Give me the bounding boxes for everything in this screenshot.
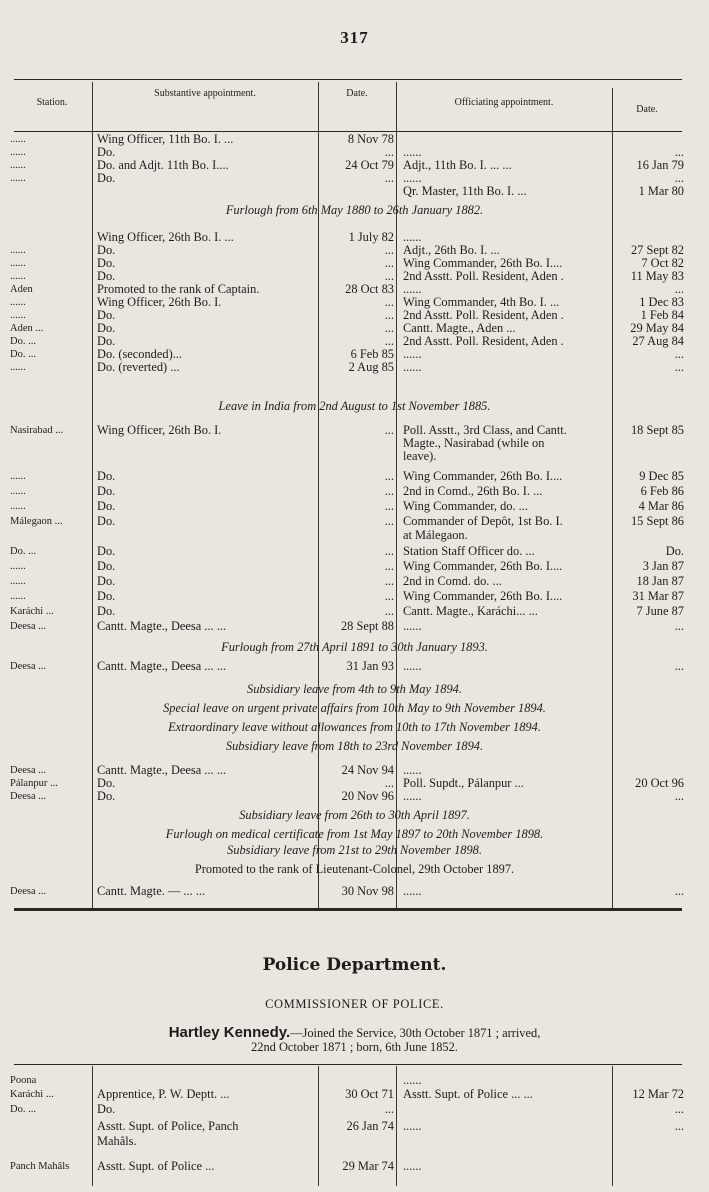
table-row <box>0 500 709 513</box>
header-station: Station. <box>36 97 68 108</box>
cell-station: Nasirabad ... <box>10 425 64 436</box>
table-row <box>0 515 709 528</box>
cell-date: 31 Mar 87 <box>632 589 684 603</box>
cell-station: Do. ... <box>10 1104 36 1115</box>
header-officiating: Officiating appointment. <box>454 97 554 108</box>
cell-date: ... <box>384 423 394 437</box>
header-date-1: Date. <box>346 88 368 99</box>
cell-station: ...... <box>10 591 26 602</box>
cell-substantive: Do. <box>97 559 116 573</box>
leave-note: Furlough on medical certificate from 1st May 1897 to 20th November 1898. <box>165 827 544 841</box>
cell-officiating: Asstt. Supt. of Police ... ... <box>403 1087 533 1101</box>
cell-date: ... <box>384 334 394 348</box>
cell-date: 29 Mar 74 <box>342 1159 394 1173</box>
cell-date: ... <box>384 776 394 790</box>
cell-officiating: Wing Commander, do. ... <box>403 499 528 513</box>
header-date-2: Date. <box>636 104 658 115</box>
cell-officiating: ...... <box>403 763 422 777</box>
leave-note: Subsidiary leave from 26th to 30th April 1897. <box>239 808 470 822</box>
cell-date: ... <box>384 469 394 483</box>
cell-station: Deesa ... <box>10 791 47 802</box>
cell-substantive: Do. <box>97 574 116 588</box>
cell-substantive: Wing Officer, 11th Bo. I. ... <box>97 132 234 146</box>
officer-line <box>0 1024 709 1041</box>
table-row <box>0 424 709 437</box>
cell-date: 16 Jan 79 <box>636 158 684 172</box>
table-row <box>0 560 709 573</box>
cell-station: Deesa ... <box>10 661 47 672</box>
table-row <box>0 172 709 185</box>
cell-substantive: Do. <box>97 308 116 322</box>
cell-date: 30 Nov 98 <box>341 884 394 898</box>
header-substantive: Substantive appointment. <box>154 88 256 99</box>
table-row <box>0 361 709 374</box>
table-row <box>0 590 709 603</box>
cell-date: ... <box>384 269 394 283</box>
cell-station: ...... <box>10 160 26 171</box>
cell-officiating: Wing Commander, 26th Bo. I.... <box>403 256 563 270</box>
table-row <box>0 1088 709 1101</box>
cell-substantive: Asstt. Supt. of Police ... <box>97 1159 215 1173</box>
table-row <box>0 185 709 198</box>
cell-substantive: Do. (seconded)... <box>97 347 182 361</box>
cell-officiating: Poll. Supdt., Pálanpur ... <box>403 776 524 790</box>
cell-date: ... <box>384 1102 394 1116</box>
cell-officiating: ...... <box>403 347 422 361</box>
leave-note: Leave in India from 2nd August to 1st November 1885. <box>218 399 491 413</box>
cell-date: 24 Oct 79 <box>345 158 394 172</box>
cell-station: ...... <box>10 173 26 184</box>
cell-station: Pálanpur ... <box>10 778 58 789</box>
cell-date: ... <box>384 544 394 558</box>
cell-station: ...... <box>10 147 26 158</box>
cell-station: Poona <box>10 1075 37 1086</box>
cell-substantive: Do. <box>97 1102 116 1116</box>
table-row <box>0 1103 709 1116</box>
cell-date: 11 May 83 <box>630 269 684 283</box>
cell-date: ... <box>384 321 394 335</box>
table-row <box>0 885 709 898</box>
cell-date: 18 Jan 87 <box>636 574 684 588</box>
cell-date: ... <box>384 589 394 603</box>
department-heading: Police Department. <box>262 955 447 975</box>
cell-substantive: Do. <box>97 145 116 159</box>
cell-date: 1 July 82 <box>348 230 394 244</box>
cell-date: 31 Jan 93 <box>346 659 394 673</box>
cell-date: 7 June 87 <box>636 604 684 618</box>
cell-station: Do. ... <box>10 349 36 360</box>
cell-station: Aden ... <box>10 323 44 334</box>
cell-date: 1 Feb 84 <box>640 308 684 322</box>
cell-station: ...... <box>10 134 26 145</box>
cell-substantive: Promoted to the rank of Captain. <box>97 282 260 296</box>
cell-substantive: Cantt. Magte., Deesa ... ... <box>97 619 227 633</box>
cell-officiating: ...... <box>403 659 422 673</box>
cell-date: 28 Oct 83 <box>345 282 394 296</box>
table-row <box>0 1160 709 1173</box>
cell-substantive: Do. <box>97 514 116 528</box>
table-row <box>0 450 709 463</box>
leave-note: Furlough from 6th May 1880 to 26th January 1882. <box>225 203 484 217</box>
officer-name: Hartley Kennedy. <box>168 1024 291 1041</box>
cell-date: ... <box>384 559 394 573</box>
cell-date: ... <box>674 1102 684 1116</box>
cell-officiating: Wing Commander, 26th Bo. I.... <box>403 469 563 483</box>
cell-officiating: ...... <box>403 884 422 898</box>
cell-officiating: Adjt., 26th Bo. I. ... <box>403 243 500 257</box>
cell-date: ... <box>674 145 684 159</box>
cell-date: ... <box>384 171 394 185</box>
cell-officiating: Cantt. Magte., Karáchi... ... <box>403 604 538 618</box>
cell-date: 9 Dec 85 <box>639 469 684 483</box>
cell-date: ... <box>674 619 684 633</box>
cell-date: 27 Sept 82 <box>630 243 684 257</box>
cell-date: ... <box>674 171 684 185</box>
cell-officiating: ...... <box>403 1159 422 1173</box>
cell-date: 8 Nov 78 <box>347 132 394 146</box>
cell-date: 27 Aug 84 <box>632 334 684 348</box>
leave-note: Subsidiary leave from 21st to 29th November 1898. <box>227 843 482 857</box>
cell-station: ...... <box>10 561 26 572</box>
leave-note: Subsidiary leave from 18th to 23rd November 1894. <box>225 739 484 753</box>
cell-officiating: Station Staff Officer do. ... <box>403 544 535 558</box>
table-row <box>0 605 709 618</box>
leave-note: Subsidiary leave from 4th to 9th May 1894. <box>247 682 462 696</box>
cell-date: 28 Sept 88 <box>340 619 394 633</box>
cell-station: Deesa ... <box>10 886 47 897</box>
section-end-rule <box>14 908 682 911</box>
leave-note: Extraordinary leave without allowances from 10th to 17th November 1894. <box>168 720 541 734</box>
cell-officiating: ...... <box>403 1119 422 1133</box>
table-row <box>0 437 709 450</box>
cell-date: ... <box>384 295 394 309</box>
cell-substantive: Apprentice, P. W. Deptt. ... <box>97 1087 230 1101</box>
officer-details-continued: 22nd October 1871 ; born, 6th June 1852. <box>251 1040 458 1054</box>
cell-substantive: Do. <box>97 484 116 498</box>
cell-officiating: ...... <box>403 619 422 633</box>
cell-substantive: Cantt. Magte. — ... ... <box>97 884 206 898</box>
table-row <box>0 470 709 483</box>
cell-substantive: Do. <box>97 469 116 483</box>
table-row <box>0 790 709 803</box>
cell-substantive: Wing Officer, 26th Bo. I. <box>97 295 222 309</box>
cell-station: Deesa ... <box>10 765 47 776</box>
cell-substantive: Do. <box>97 589 116 603</box>
cell-date: ... <box>384 499 394 513</box>
cell-station: ...... <box>10 258 26 269</box>
cell-date: ... <box>674 884 684 898</box>
cell-substantive: Do. <box>97 171 116 185</box>
table-row <box>0 1135 709 1148</box>
cell-officiating: ...... <box>403 1073 422 1087</box>
cell-officiating: Commander of Depôt, 1st Bo. I. <box>403 514 563 528</box>
cell-date: 26 Jan 74 <box>346 1119 394 1133</box>
cell-date: ... <box>674 347 684 361</box>
cell-substantive: Do. <box>97 243 116 257</box>
cell-date: ... <box>384 574 394 588</box>
cell-substantive: Cantt. Magte., Deesa ... ... <box>97 763 227 777</box>
cell-officiating: ...... <box>403 145 422 159</box>
table-row <box>0 1120 709 1133</box>
cell-substantive: Do. <box>97 269 116 283</box>
cell-officiating: Adjt., 11th Bo. I. ... ... <box>403 158 512 172</box>
cell-substantive: Do. <box>97 776 116 790</box>
cell-station: ...... <box>10 362 26 373</box>
cell-date: 24 Nov 94 <box>341 763 394 777</box>
cell-officiating: Magte., Nasirabad (while on <box>403 436 545 450</box>
cell-officiating: 2nd in Comd., 26th Bo. I. ... <box>403 484 543 498</box>
cell-station: Do. ... <box>10 336 36 347</box>
cell-officiating: ...... <box>403 789 422 803</box>
cell-station: ...... <box>10 297 26 308</box>
cell-date: 30 Oct 71 <box>345 1087 394 1101</box>
cell-substantive: Cantt. Magte., Deesa ... ... <box>97 659 227 673</box>
cell-date: ... <box>384 308 394 322</box>
cell-station: ...... <box>10 501 26 512</box>
cell-station: ...... <box>10 576 26 587</box>
table-row <box>0 545 709 558</box>
cell-date: ... <box>384 145 394 159</box>
cell-substantive: Do. <box>97 321 116 335</box>
table-row <box>0 529 709 542</box>
cell-substantive: Do. <box>97 544 116 558</box>
cell-substantive: Do. <box>97 604 116 618</box>
cell-date: 1 Dec 83 <box>639 295 684 309</box>
cell-station: Málegaon ... <box>10 516 63 527</box>
cell-date: 18 Sept 85 <box>630 423 684 437</box>
cell-officiating: ...... <box>403 360 422 374</box>
cell-date: ... <box>384 604 394 618</box>
cell-substantive: Wing Officer, 26th Bo. I. ... <box>97 230 234 244</box>
cell-date: 2 Aug 85 <box>348 360 394 374</box>
cell-officiating: 2nd Asstt. Poll. Resident, Aden . <box>403 308 564 322</box>
cell-substantive: Do. and Adjt. 11th Bo. I.... <box>97 158 229 172</box>
cell-officiating: 2nd Asstt. Poll. Resident, Aden . <box>403 269 564 283</box>
commissioner-heading: COMMISSIONER OF POLICE. <box>265 997 444 1011</box>
leave-note: Special leave on urgent private affairs from 10th May to 9th November 1894. <box>163 701 546 715</box>
cell-date: 4 Mar 86 <box>638 499 684 513</box>
cell-date: Do. <box>665 544 684 558</box>
table-top-rule <box>14 79 682 80</box>
cell-officiating: 2nd Asstt. Poll. Resident, Aden . <box>403 334 564 348</box>
promotion-note: Promoted to the rank of Lieutenant-Colonel, 29th October 1897. <box>194 862 515 876</box>
cell-date: ... <box>674 659 684 673</box>
table-row <box>0 1074 709 1087</box>
cell-date: ... <box>674 789 684 803</box>
cell-date: 6 Feb 86 <box>640 484 684 498</box>
cell-station: ...... <box>10 310 26 321</box>
table-row <box>0 620 709 633</box>
table-row <box>0 575 709 588</box>
cell-officiating: Wing Commander, 4th Bo. I. ... <box>403 295 560 309</box>
cell-station: ...... <box>10 271 26 282</box>
cell-date: 7 Oct 82 <box>641 256 684 270</box>
officer-details: —Joined the Service, 30th October 1871 ; arrived, <box>290 1026 541 1040</box>
cell-substantive: Asstt. Supt. of Police, Panch <box>97 1119 239 1133</box>
table-row <box>0 485 709 498</box>
cell-date: 3 Jan 87 <box>642 559 684 573</box>
cell-date: 6 Feb 85 <box>350 347 394 361</box>
cell-date: 20 Oct 96 <box>635 776 684 790</box>
police-table-top-rule <box>14 1064 682 1065</box>
cell-station: Karáchi ... <box>10 1089 54 1100</box>
page-number: 317 <box>340 28 369 47</box>
cell-date: 1 Mar 80 <box>638 184 684 198</box>
cell-date: ... <box>384 484 394 498</box>
cell-station: Do. ... <box>10 546 36 557</box>
cell-officiating: 2nd in Comd. do. ... <box>403 574 502 588</box>
cell-date: 15 Sept 86 <box>630 514 684 528</box>
cell-station: Karáchi ... <box>10 606 54 617</box>
cell-substantive: Wing Officer, 26th Bo. I. <box>97 423 222 437</box>
cell-substantive: Mahâls. <box>97 1134 137 1148</box>
cell-officiating: Qr. Master, 11th Bo. I. ... <box>403 184 527 198</box>
cell-substantive: Do. <box>97 789 116 803</box>
cell-date: ... <box>674 360 684 374</box>
cell-officiating: ...... <box>403 282 422 296</box>
cell-date: ... <box>384 256 394 270</box>
cell-officiating: ...... <box>403 171 422 185</box>
cell-officiating: leave). <box>403 449 437 463</box>
cell-station: ...... <box>10 471 26 482</box>
table-row <box>0 660 709 673</box>
cell-date: 20 Nov 96 <box>341 789 394 803</box>
cell-station: Panch Mahâls <box>10 1161 70 1172</box>
cell-substantive: Do. <box>97 256 116 270</box>
cell-officiating: at Málegaon. <box>403 528 468 542</box>
cell-officiating: Wing Commander, 26th Bo. I.... <box>403 589 563 603</box>
cell-officiating: Wing Commander, 26th Bo. I.... <box>403 559 563 573</box>
cell-date: ... <box>674 1119 684 1133</box>
cell-date: ... <box>674 282 684 296</box>
cell-officiating: Cantt. Magte., Aden ... <box>403 321 516 335</box>
cell-date: 12 Mar 72 <box>632 1087 684 1101</box>
cell-station: ...... <box>10 486 26 497</box>
cell-substantive: Do. <box>97 499 116 513</box>
cell-officiating: Poll. Asstt., 3rd Class, and Cantt. <box>403 423 567 437</box>
cell-station: Deesa ... <box>10 621 47 632</box>
cell-substantive: Do. (reverted) ... <box>97 360 180 374</box>
cell-substantive: Do. <box>97 334 116 348</box>
cell-station: ...... <box>10 245 26 256</box>
cell-date: 29 May 84 <box>630 321 684 335</box>
cell-officiating: ...... <box>403 230 422 244</box>
cell-date: ... <box>384 243 394 257</box>
cell-station: Aden <box>10 284 33 295</box>
leave-note: Furlough from 27th April 1891 to 30th January 1893. <box>221 640 488 654</box>
cell-date: ... <box>384 514 394 528</box>
